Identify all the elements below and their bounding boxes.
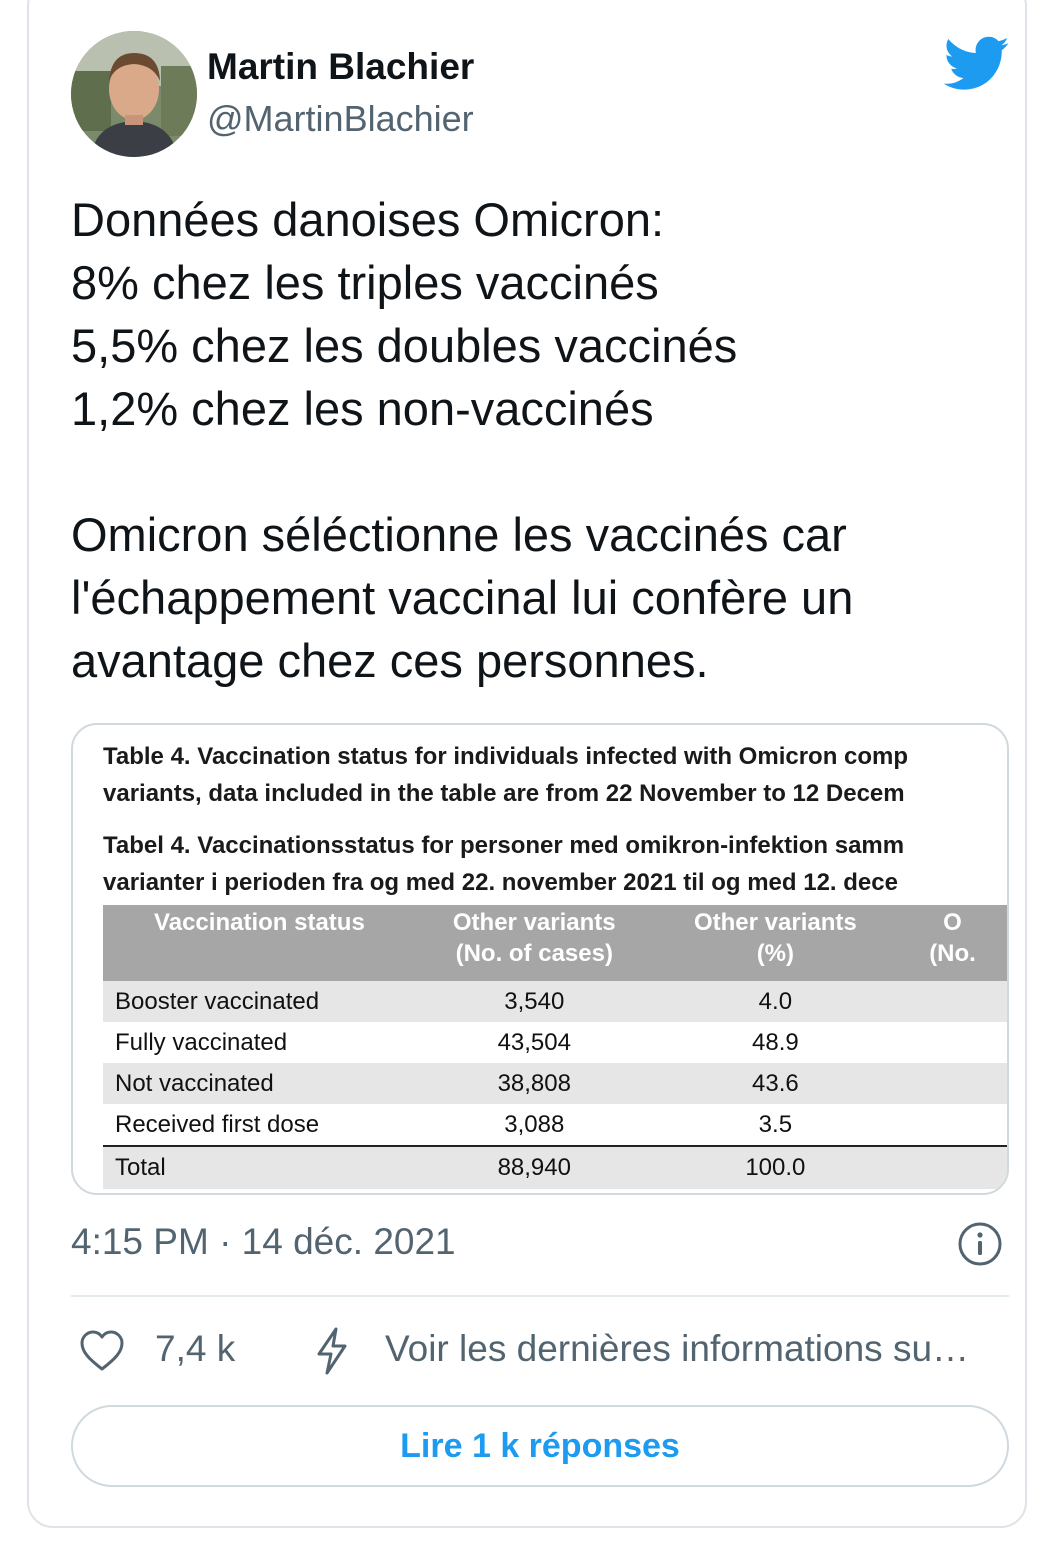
cell-status: Booster vaccinated bbox=[103, 981, 416, 1022]
table-row bbox=[103, 981, 1007, 1022]
header-pct: Other variants (%) bbox=[653, 905, 898, 981]
cell-cases: 88,940 bbox=[416, 1146, 653, 1189]
tweet-timestamp[interactable]: 4:15 PM · 14 déc. 2021 bbox=[71, 1221, 456, 1262]
latest-news-link[interactable]: Voir les dernières informations su… bbox=[385, 1328, 970, 1369]
tweet-text bbox=[71, 188, 1001, 692]
like-count[interactable]: 7,4 k bbox=[155, 1328, 236, 1369]
table-total-row bbox=[103, 1146, 1007, 1189]
cell-extra bbox=[898, 1063, 1007, 1104]
table-row bbox=[103, 1063, 1007, 1104]
vaccination-table bbox=[103, 905, 1007, 1189]
cell-pct: 3.5 bbox=[758, 1110, 793, 1138]
cell-cases: 43,504 bbox=[497, 1028, 571, 1056]
cell-cases: 38,808 bbox=[416, 1063, 653, 1104]
tweet-line: avantage chez ces personnes. bbox=[71, 634, 709, 687]
tweet-line: Omicron séléctionne les vaccinés car bbox=[71, 508, 847, 561]
table-row bbox=[103, 1022, 1007, 1063]
table-row bbox=[103, 1104, 1007, 1146]
cell-status: Fully vaccinated bbox=[115, 1028, 288, 1056]
read-replies-button[interactable]: Lire 1 k réponses bbox=[71, 1405, 1009, 1487]
table-caption-en: Table 4. Vaccination status for individuals infected with Omicron comp bbox=[103, 743, 909, 770]
author-name[interactable]: Martin Blachier bbox=[207, 46, 475, 87]
table-caption-en: variants, data included in the table are from 22 November to 12 Decem bbox=[103, 780, 905, 807]
attached-image[interactable] bbox=[71, 723, 1009, 1195]
cell-pct: 43.6 bbox=[653, 1063, 898, 1104]
tweet-line bbox=[71, 440, 1001, 503]
header-cases: Other variants (No. of cases) bbox=[416, 905, 653, 981]
heart-icon[interactable] bbox=[79, 1329, 125, 1373]
cell-extra bbox=[898, 1146, 1007, 1189]
tweet-line: l'échappement vaccinal lui confère un bbox=[71, 571, 854, 624]
twitter-bird-icon[interactable] bbox=[944, 36, 1010, 92]
tweet-line: 5,5% chez les doubles vaccinés bbox=[71, 319, 738, 372]
header-status: Vaccination status bbox=[103, 905, 416, 981]
cell-cases: 3,540 bbox=[416, 981, 653, 1022]
divider bbox=[71, 1295, 1009, 1297]
cell-pct: 48.9 bbox=[752, 1028, 799, 1056]
table-caption-da: Tabel 4. Vaccinationsstatus for personer med omikron-infektion samm bbox=[103, 832, 905, 859]
cell-pct: 4.0 bbox=[653, 981, 898, 1022]
info-icon[interactable] bbox=[957, 1221, 1003, 1267]
avatar[interactable] bbox=[71, 31, 197, 157]
cell-extra bbox=[898, 981, 1007, 1022]
author-handle[interactable]: @MartinBlachier bbox=[207, 98, 474, 139]
tweet-line: 1,2% chez les non-vaccinés bbox=[71, 382, 654, 435]
table-header-row bbox=[103, 905, 1007, 981]
cell-status: Received first dose bbox=[115, 1110, 320, 1138]
header-extra: O (No. bbox=[898, 905, 1007, 981]
cell-extra bbox=[898, 1104, 1007, 1146]
table-caption-da: varianter i perioden fra og med 22. november 2021 til og med 12. dece bbox=[103, 869, 898, 896]
cell-pct: 100.0 bbox=[653, 1146, 898, 1189]
tweet-line: 8% chez les triples vaccinés bbox=[71, 256, 659, 309]
lightning-bolt-icon[interactable] bbox=[314, 1326, 350, 1376]
cell-status: Total bbox=[103, 1146, 416, 1189]
tweet-line: Données danoises Omicron: bbox=[71, 193, 665, 246]
cell-extra bbox=[898, 1022, 1007, 1063]
cell-cases: 3,088 bbox=[504, 1110, 565, 1138]
cell-status: Not vaccinated bbox=[103, 1063, 416, 1104]
